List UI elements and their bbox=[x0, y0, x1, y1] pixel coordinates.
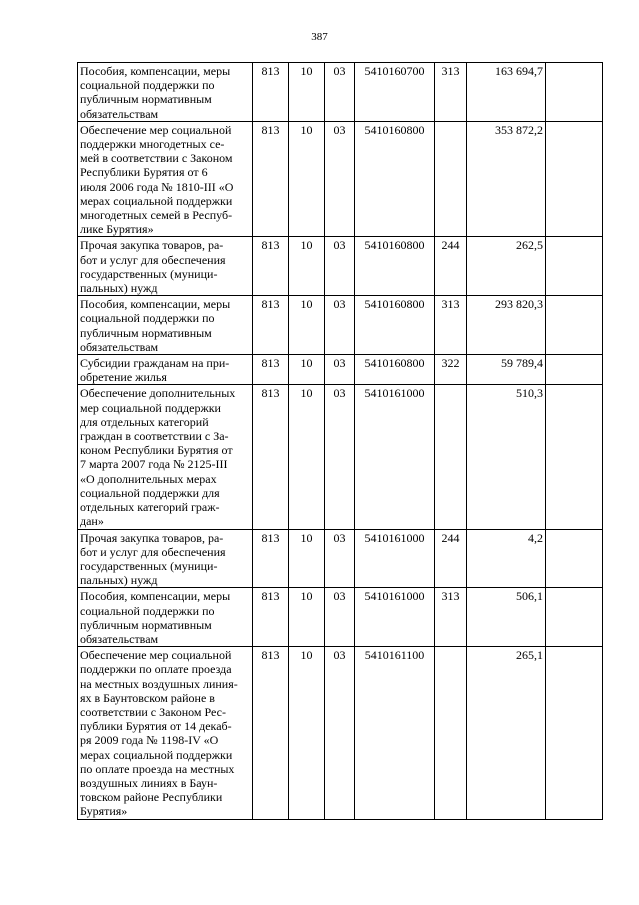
item-name-line: публичным нормативным bbox=[80, 92, 212, 107]
item-name-line: Обеспечение дополнительных bbox=[80, 386, 236, 401]
target-article-cell: 5410160700 bbox=[355, 63, 435, 122]
item-name-line: отдельных категорий граж- bbox=[80, 500, 220, 515]
item-name-line: бот и услуг для обеспечения bbox=[80, 252, 226, 267]
item-name-line: Пособия, компенсации, меры bbox=[80, 589, 231, 604]
item-name-line: публичным нормативным bbox=[80, 617, 212, 632]
item-name-line: Бурятия» bbox=[80, 804, 128, 819]
section-code-cell: 10 bbox=[289, 355, 325, 385]
item-name-line: обретение жилья bbox=[80, 370, 167, 385]
subsection-code-cell: 03 bbox=[325, 63, 355, 122]
item-name-line: Прочая закупка товаров, ра- bbox=[80, 530, 224, 545]
expense-type-cell bbox=[435, 121, 467, 237]
item-name-line: публики Бурятия от 14 декаб- bbox=[80, 719, 232, 734]
target-article-cell: 5410161000 bbox=[355, 385, 435, 529]
item-name-line: ях в Баунтовском районе в bbox=[80, 690, 215, 705]
ministry-code-cell: 813 bbox=[253, 588, 289, 647]
subsection-code-cell: 03 bbox=[325, 588, 355, 647]
budget-table bbox=[77, 62, 603, 820]
ministry-code-cell: 813 bbox=[253, 529, 289, 588]
target-article-cell: 5410160800 bbox=[355, 355, 435, 385]
amount-cell: 293 820,3 bbox=[467, 296, 546, 355]
item-name-cell bbox=[78, 385, 253, 529]
section-code-cell: 10 bbox=[289, 296, 325, 355]
item-name-cell bbox=[78, 63, 253, 122]
empty-cell bbox=[546, 237, 603, 296]
empty-cell bbox=[546, 647, 603, 819]
amount-cell: 265,1 bbox=[467, 647, 546, 819]
subsection-code-cell: 03 bbox=[325, 385, 355, 529]
section-code-cell: 10 bbox=[289, 647, 325, 819]
ministry-code-cell: 813 bbox=[253, 121, 289, 237]
item-name-cell bbox=[78, 588, 253, 647]
item-name-cell bbox=[78, 647, 253, 819]
item-name-line: Обеспечение мер социальной bbox=[80, 648, 232, 663]
table-body bbox=[78, 63, 603, 820]
item-name-line: ря 2009 года № 1198-IV «О bbox=[80, 733, 219, 748]
expense-type-cell bbox=[435, 385, 467, 529]
item-name-cell bbox=[78, 237, 253, 296]
target-article-cell: 5410161000 bbox=[355, 529, 435, 588]
expense-type-cell bbox=[435, 647, 467, 819]
item-name-line: обязательствам bbox=[80, 106, 159, 121]
ministry-code-cell: 813 bbox=[253, 385, 289, 529]
item-name-cell bbox=[78, 355, 253, 385]
ministry-code-cell: 813 bbox=[253, 63, 289, 122]
empty-cell bbox=[546, 63, 603, 122]
table-row bbox=[78, 588, 603, 647]
expense-type-cell: 322 bbox=[435, 355, 467, 385]
item-name-line: Обеспечение мер социальной bbox=[80, 122, 232, 137]
table-row bbox=[78, 529, 603, 588]
subsection-code-cell: 03 bbox=[325, 296, 355, 355]
item-name-line: Пособия, компенсации, меры bbox=[80, 297, 231, 312]
table-row bbox=[78, 237, 603, 296]
item-name-line: государственных (муници- bbox=[80, 558, 218, 573]
table-row bbox=[78, 385, 603, 529]
item-name-line: на местных воздушных линия- bbox=[80, 676, 238, 691]
item-name-line: товском районе Республики bbox=[80, 790, 223, 805]
target-article-cell: 5410161100 bbox=[355, 647, 435, 819]
expense-type-cell: 313 bbox=[435, 63, 467, 122]
expense-type-cell: 244 bbox=[435, 529, 467, 588]
ministry-code-cell: 813 bbox=[253, 355, 289, 385]
expense-type-cell: 313 bbox=[435, 588, 467, 647]
item-name-line: Прочая закупка товаров, ра- bbox=[80, 238, 224, 253]
table-row bbox=[78, 63, 603, 122]
target-article-cell: 5410160800 bbox=[355, 121, 435, 237]
section-code-cell: 10 bbox=[289, 385, 325, 529]
subsection-code-cell: 03 bbox=[325, 121, 355, 237]
page-number: 387 bbox=[311, 31, 328, 43]
table-row bbox=[78, 121, 603, 237]
item-name-line: пальных) нужд bbox=[80, 281, 158, 296]
ministry-code-cell: 813 bbox=[253, 647, 289, 819]
target-article-cell: 5410160800 bbox=[355, 237, 435, 296]
table-row bbox=[78, 647, 603, 819]
section-code-cell: 10 bbox=[289, 237, 325, 296]
item-name-line: государственных (муници- bbox=[80, 266, 218, 281]
section-code-cell: 10 bbox=[289, 529, 325, 588]
item-name-line: обязательствам bbox=[80, 339, 159, 354]
item-name-cell bbox=[78, 121, 253, 237]
item-name-line: мерах социальной поддержки bbox=[80, 747, 233, 762]
item-name-cell bbox=[78, 529, 253, 588]
amount-cell: 262,5 bbox=[467, 237, 546, 296]
item-name-line: лике Бурятия» bbox=[80, 222, 154, 237]
empty-cell bbox=[546, 529, 603, 588]
item-name-line: обязательствам bbox=[80, 631, 159, 646]
empty-cell bbox=[546, 588, 603, 647]
section-code-cell: 10 bbox=[289, 121, 325, 237]
empty-cell bbox=[546, 385, 603, 529]
ministry-code-cell: 813 bbox=[253, 237, 289, 296]
item-name-line: коном Республики Бурятия от bbox=[80, 443, 233, 458]
amount-cell: 353 872,2 bbox=[467, 121, 546, 237]
expense-type-cell: 244 bbox=[435, 237, 467, 296]
item-name-line: социальной поддержки по bbox=[80, 78, 215, 93]
item-name-line: Пособия, компенсации, меры bbox=[80, 64, 231, 78]
item-name-line: мерах социальной поддержки bbox=[80, 193, 233, 208]
amount-cell: 59 789,4 bbox=[467, 355, 546, 385]
item-name-line: Республики Бурятия от 6 bbox=[80, 165, 208, 180]
item-name-line: дан» bbox=[80, 514, 104, 529]
amount-cell: 506,1 bbox=[467, 588, 546, 647]
item-name-line: мей в соответствии с Законом bbox=[80, 151, 233, 166]
subsection-code-cell: 03 bbox=[325, 237, 355, 296]
empty-cell bbox=[546, 121, 603, 237]
item-name-line: граждан в соответствии с За- bbox=[80, 429, 229, 444]
item-name-line: воздушных линиях в Баун- bbox=[80, 775, 218, 790]
empty-cell bbox=[546, 296, 603, 355]
empty-cell bbox=[546, 355, 603, 385]
item-name-line: «О дополнительных мерах bbox=[80, 471, 217, 486]
subsection-code-cell: 03 bbox=[325, 355, 355, 385]
amount-cell: 4,2 bbox=[467, 529, 546, 588]
item-name-line: поддержки по оплате проезда bbox=[80, 662, 232, 677]
target-article-cell: 5410161000 bbox=[355, 588, 435, 647]
table-row bbox=[78, 296, 603, 355]
item-name-line: Субсидии гражданам на при- bbox=[80, 356, 230, 371]
item-name-line: публичным нормативным bbox=[80, 325, 212, 340]
item-name-line: мер социальной поддержки bbox=[80, 400, 221, 415]
section-code-cell: 10 bbox=[289, 588, 325, 647]
item-name-line: многодетных семей в Респуб- bbox=[80, 208, 233, 223]
table-row bbox=[78, 355, 603, 385]
expense-type-cell: 313 bbox=[435, 296, 467, 355]
item-name-line: социальной поддержки по bbox=[80, 311, 215, 326]
amount-cell: 163 694,7 bbox=[467, 63, 546, 122]
item-name-line: июля 2006 года № 1810-III «О bbox=[80, 179, 234, 194]
section-code-cell: 10 bbox=[289, 63, 325, 122]
item-name-cell bbox=[78, 296, 253, 355]
subsection-code-cell: 03 bbox=[325, 647, 355, 819]
item-name-line: поддержки многодетных се- bbox=[80, 137, 225, 152]
item-name-line: по оплате проезда на местных bbox=[80, 761, 235, 776]
target-article-cell: 5410160800 bbox=[355, 296, 435, 355]
item-name-line: для отдельных категорий bbox=[80, 414, 209, 429]
item-name-line: соответствии с Законом Рес- bbox=[80, 704, 226, 719]
item-name-line: социальной поддержки по bbox=[80, 603, 215, 618]
item-name-line: бот и услуг для обеспечения bbox=[80, 544, 226, 559]
item-name-line: социальной поддержки для bbox=[80, 485, 220, 500]
amount-cell: 510,3 bbox=[467, 385, 546, 529]
item-name-line: пальных) нужд bbox=[80, 573, 158, 588]
subsection-code-cell: 03 bbox=[325, 529, 355, 588]
ministry-code-cell: 813 bbox=[253, 296, 289, 355]
item-name-line: 7 марта 2007 года № 2125-III bbox=[80, 457, 228, 472]
